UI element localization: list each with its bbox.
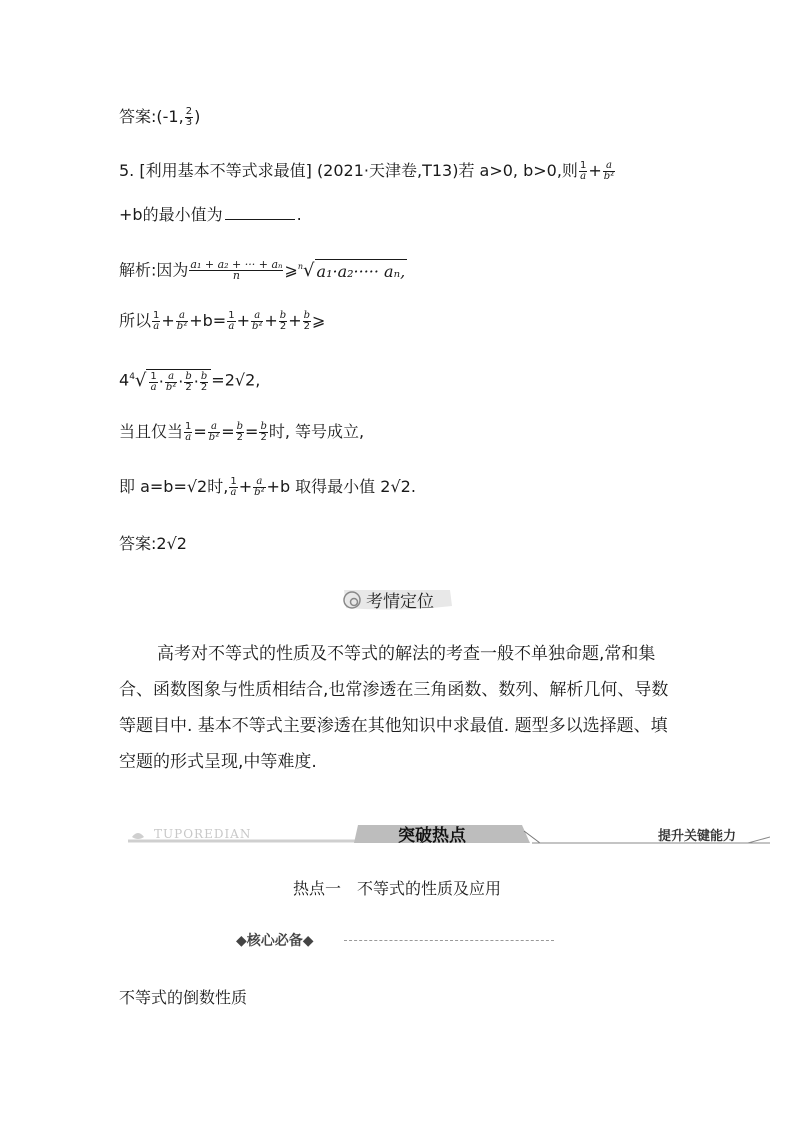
solution-line: 解析:因为 $\frac{\text{a₁ + a₂ + ··· + aₙ}}{n}$ ⩾$^n$√ a₁·a₂····· aₙ, <box>119 258 406 283</box>
badge-title: 考情定位 <box>366 592 434 612</box>
radicand: a₁·a₂····· aₙ, <box>315 259 408 283</box>
min-value-line: 即 a=b=√2时, $\frac{1}{a}$ + $\frac{a}{\text{b²}}$ +b 取得最小值 2√2. <box>119 476 416 498</box>
banner-center-text: 突破热点 <box>398 826 466 846</box>
banner-right-text: 提升关键能力 <box>658 829 737 844</box>
banner-left-text: TUPOREDIAN <box>154 827 252 841</box>
question-5-line2: +b的最小值为 . <box>119 205 302 224</box>
topic-line: 不等式的倒数性质 <box>119 988 248 1007</box>
answer-line-2: 答案:2√2 <box>119 534 187 553</box>
four-root-line: $4^4√$ $\frac{1}{a}$ · $\frac{a}{\text{b²}}$ · $\frac{b}{2}$ · $\frac{b}{2}$ =2√2, <box>119 369 261 393</box>
dashed-divider <box>344 940 554 941</box>
core-label: ◆核心必备◆ <box>236 933 314 949</box>
answer-text: 答案:(-1, <box>119 107 184 126</box>
fraction: $\frac{2}{3}$ <box>185 106 193 128</box>
solution-label: 解析:因为 <box>119 260 189 280</box>
question-source: (2021·天津卷,T13)若 a>0, b>0,则 <box>316 161 578 180</box>
answer-line-1: 答案:(-1, $\frac{2}{3}$ ) <box>119 106 201 128</box>
answer-blank <box>225 203 295 220</box>
section-banner <box>128 823 770 845</box>
question-prefix: 5. [利用基本不等式求最值] <box>119 161 312 180</box>
exam-analysis-paragraph: 高考对不等式的性质及不等式的解法的考查一般不单独命题,常和集合、函数图象与性质相结合,也常渗透在三角函数、数列、解析几何、导数等题目中. 基本不等式主要渗透在其他知识中求最值. 题型多以选择题、填空题的形式呈现,中等难度. <box>119 644 669 772</box>
section-badge <box>340 586 454 612</box>
hot-topic-title: 热点一 不等式的性质及应用 <box>292 879 501 898</box>
equality-condition-line: 当且仅当 $\frac{1}{a}$ = $\frac{a}{\text{b²}}$ = $\frac{b}{2}$ = $\frac{b}{2}$ 时, 等号成立, <box>119 421 365 443</box>
leaf-icon <box>132 833 144 839</box>
question-5: 5. [利用基本不等式求最值] (2021·天津卷,T13)若 a>0, b>0,则 $\frac{1}{a}$ + $\frac{a}{\text{b²}}$ <box>119 160 615 182</box>
so-line: 所以 $\frac{1}{a}$ + $\frac{a}{\text{b²}}$ +b= $\frac{1}{a}$ + $\frac{a}{\text{b²}}$ + $\frac{b}{2}$ + $\frac{b}{2}$ ⩾ <box>119 310 326 332</box>
